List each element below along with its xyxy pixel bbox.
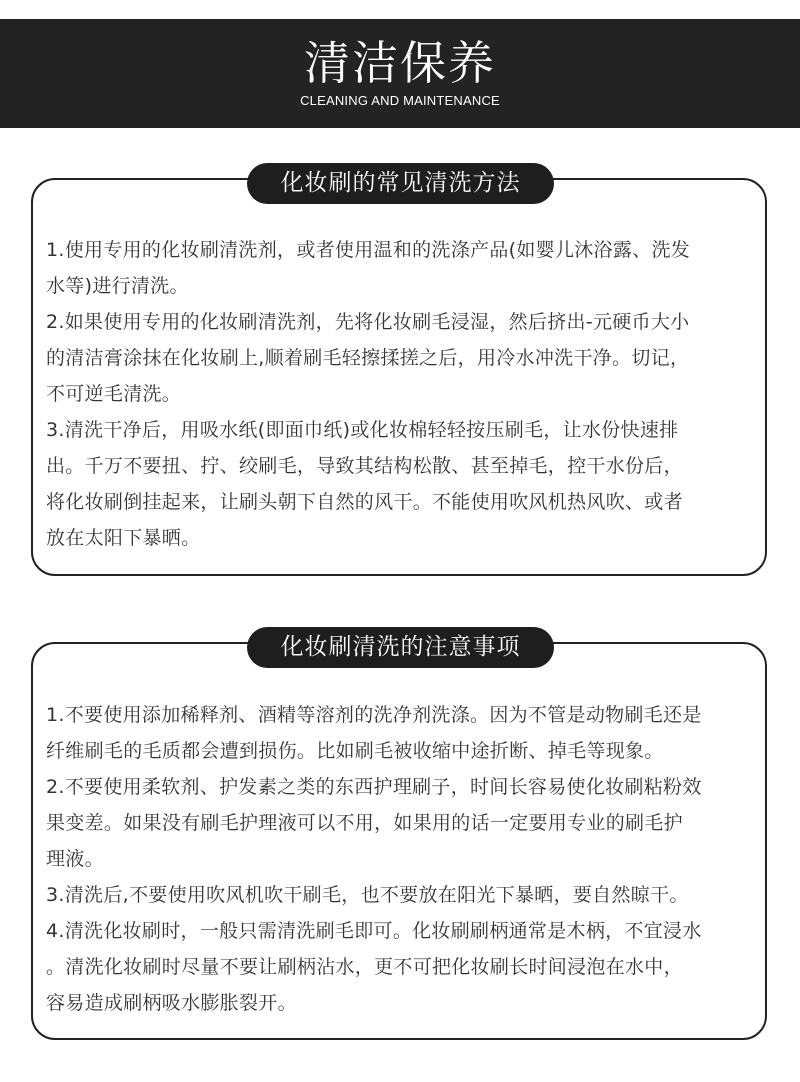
text-line: 容易造成刷柄吸水膨胀裂开。 [46,992,297,1014]
text-line: 。清洗化妆刷时尽量不要让刷柄沾水，更不可把化妆刷长时间浸泡在水中， [46,956,683,978]
text-line: 2.不要使用柔软剂、护发素之类的东西护理刷子，时间长容易使化妆刷粘粉效 [46,776,702,798]
text-line: 3.清洗干净后，用吸水纸(即面巾纸)或化妆棉轻轻按压刷毛，让水份快速排 [46,419,679,441]
text-line: 的清洁膏涂抹在化妆刷上,顺着刷毛轻擦揉搓之后，用冷水冲洗干净。切记， [46,347,690,369]
text-line: 2.如果使用专用的化妆刷清洗剂，先将化妆刷毛浸湿，然后挤出-元硬币大小 [46,311,690,333]
text-line: 纤维刷毛的毛质都会遭到损伤。比如刷毛被收缩中途折断、掉毛等现象。 [46,740,664,762]
text-line: 果变差。如果没有刷毛护理液可以不用，如果用的话一定要用专业的刷毛护 [46,812,683,834]
section-body-cleaning-methods [46,232,762,556]
page-title: 清洁保养 [304,36,496,90]
text-line: 理液。 [46,848,104,870]
text-line: 不可逆毛清洗。 [46,383,182,405]
section-heading-cleaning-precautions: 化妆刷清洗的注意事项 [247,627,554,668]
section-body-cleaning-precautions [46,697,762,1021]
text-line: 1.不要使用添加稀释剂、酒精等溶剂的洗净剂洗涤。因为不管是动物刷毛还是 [46,704,702,726]
text-line: 将化妆刷倒挂起来，让刷头朝下自然的风干。不能使用吹风机热风吹、或者 [46,491,683,513]
text-line: 水等)进行清洗。 [46,275,189,297]
section-heading-cleaning-methods: 化妆刷的常见清洗方法 [247,163,554,204]
text-line: 3.清洗后,不要使用吹风机吹干刷毛，也不要放在阳光下暴晒，要自然晾干。 [46,884,689,906]
text-line: 放在太阳下暴晒。 [46,527,201,549]
text-line: 4.清洗化妆刷时，一般只需清洗刷毛即可。化妆刷刷柄通常是木柄，不宜浸水 [46,920,702,942]
text-line: 1.使用专用的化妆刷清洗剂，或者使用温和的洗涤产品(如婴儿沐浴露、洗发 [46,239,691,261]
text-line: 出。千万不要扭、拧、绞刷毛，导致其结构松散、甚至掉毛，控干水份后， [46,455,683,477]
header-banner [0,19,800,128]
page-subtitle: CLEANING AND MAINTENANCE [300,93,500,108]
